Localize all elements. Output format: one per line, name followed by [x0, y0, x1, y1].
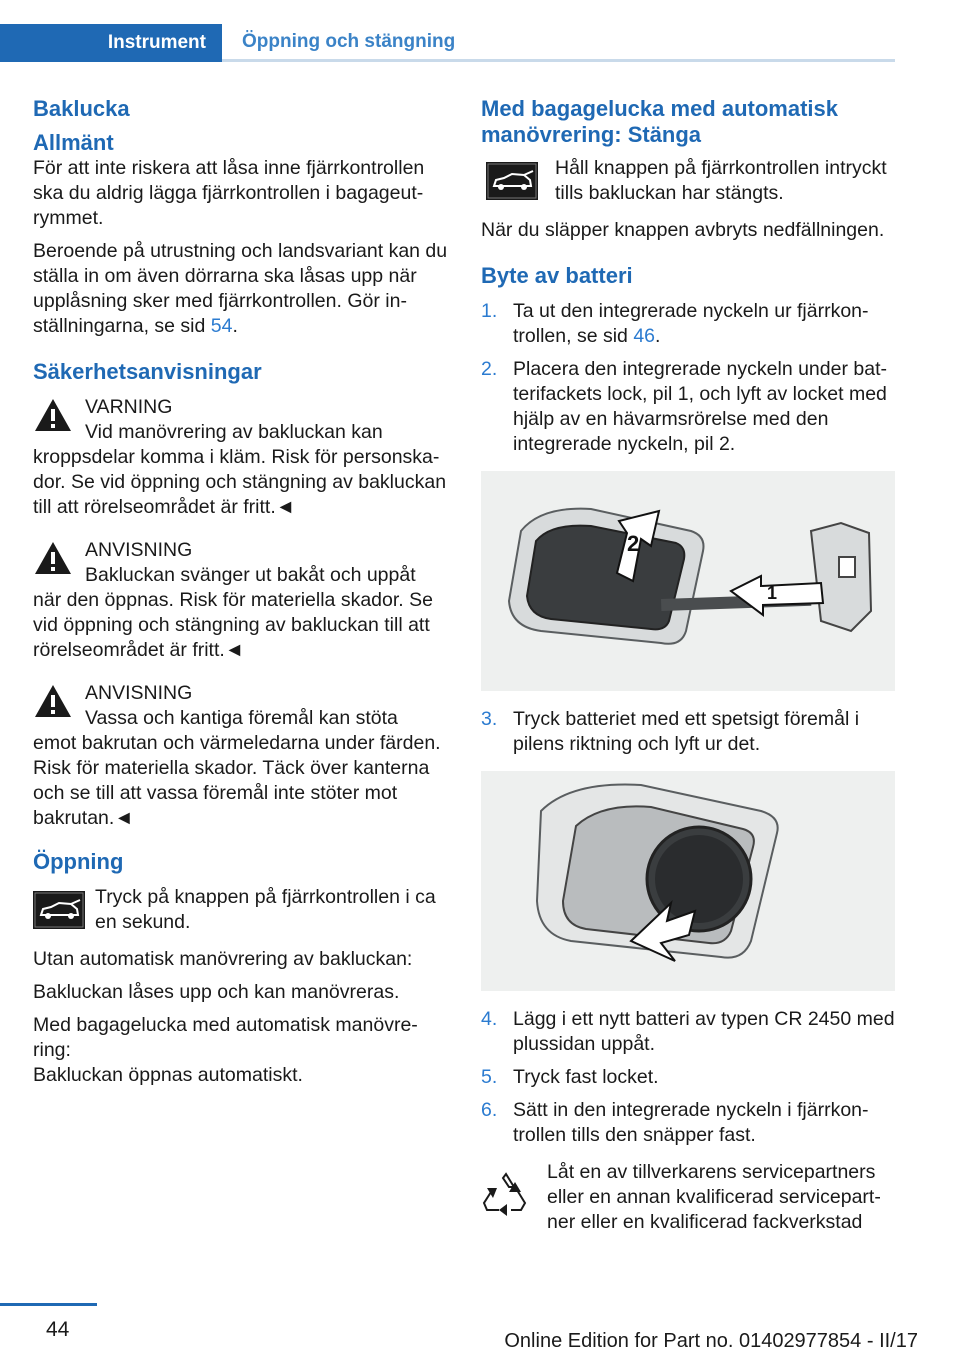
allmant-paragraph-2	[33, 239, 449, 339]
warning-triangle-icon	[33, 397, 73, 433]
heading-byte-av-batteri: Byte av batteri	[481, 263, 633, 288]
notice-first-line: Vassa och kantiga föremål kan stöta	[85, 707, 398, 729]
notice-title: ANVISNING	[85, 539, 193, 561]
tab-oppning-och-stangning[interactable]: Öppning och stängning	[222, 24, 895, 62]
list-item	[481, 357, 897, 457]
right-column	[481, 96, 897, 1235]
stanga-paragraph: När du släpper knappen avbryts nedfällningen.	[481, 219, 885, 241]
recycle-icon	[481, 1170, 531, 1216]
warning-block-1	[33, 395, 449, 520]
figure-battery-removal	[481, 771, 895, 991]
recycling-note	[481, 1160, 897, 1235]
list-item	[481, 1007, 897, 1057]
footer-divider	[0, 1303, 97, 1306]
step-text: Sätt in den integrerade nyckeln i fjärrkontrollen tills den snäpper fast.	[513, 1099, 869, 1146]
oppning-paragraph-1: Utan automatisk manövrering av bakluckan:	[33, 948, 413, 970]
notice-body: när den öppnas. Risk för materiella skador. Se vid öppning och stängning av bakluckan till att rörelseområdet är fritt.◄	[33, 589, 433, 661]
left-column	[33, 96, 449, 1096]
oppning-paragraph-2: Bakluckan låses upp och kan manövreras.	[33, 981, 400, 1003]
step-text: Lägg i ett nytt batteri av typen CR 2450 med plussidan uppåt.	[513, 1008, 895, 1055]
list-item	[481, 1065, 897, 1090]
arrow-label: 2	[627, 531, 640, 556]
stanga-icon-row	[481, 156, 897, 208]
allmant-p2-text: Beroende på utrustning och landsvariant kan du ställa in om även dörrarna ska låsas upp när upplåsning sker med fjärrkontrollen. Gör inställningarna, se sid	[33, 240, 448, 337]
battery-steps-list-2	[481, 707, 897, 757]
warning-triangle-icon	[33, 540, 73, 576]
list-item	[481, 299, 897, 349]
battery-steps-list	[481, 299, 897, 457]
step-number: 4.	[481, 1008, 498, 1030]
trunk-button-icon	[481, 162, 543, 200]
warning-title: VARNING	[85, 396, 173, 418]
heading-stanga: Med bagagelucka med automatisk manövrering: Stänga	[481, 96, 838, 147]
allmant-p2-end: .	[232, 315, 238, 337]
recycling-text: Låt en av tillverkarens servicepartners eller en annan kvalificerad servicepartner eller en kvalificerad fackverkstad	[547, 1161, 881, 1233]
page-link-46[interactable]: 46	[633, 325, 656, 347]
step-number: 2.	[481, 358, 498, 380]
stanga-icon-text: Håll knappen på fjärrkontrollen intryckt tills bakluckan har stängts.	[555, 157, 887, 204]
step-text: Tryck batteriet med ett spetsigt föremål i pilens riktning och lyft ur det.	[513, 708, 860, 755]
notice-block-2	[33, 681, 449, 831]
heading-oppning: Öppning	[33, 849, 124, 874]
remote-key-illustration	[481, 471, 895, 691]
figure-key-removal	[481, 471, 895, 691]
notice-title: ANVISNING	[85, 682, 193, 704]
tab-instrument[interactable]: Instrument	[0, 24, 222, 62]
step-number: 6.	[481, 1099, 498, 1121]
header-bar	[0, 0, 895, 62]
notice-block-1	[33, 538, 449, 663]
trunk-button-icon	[33, 891, 85, 929]
edition-text: Online Edition for Part no. 01402977854 - II/17	[504, 1330, 918, 1352]
step-number: 1.	[481, 300, 498, 322]
arrow-label: 1	[767, 583, 778, 603]
notice-first-line: Bakluckan svänger ut bakåt och uppåt	[85, 564, 416, 586]
battery-illustration	[481, 771, 895, 991]
step-text-end: .	[655, 325, 661, 347]
battery-steps-list-3	[481, 1007, 897, 1148]
step-text: Tryck fast locket.	[513, 1066, 659, 1088]
oppning-paragraph-4: Bakluckan öppnas automatiskt.	[33, 1064, 303, 1086]
step-text: Placera den integrerade nyckeln under batterifackets lock, pil 1, och lyft av locket med hjälp av en hävarmsrörelse med den integrerade nyckeln, pil 2.	[513, 358, 887, 455]
warning-body: kroppsdelar komma i kläm. Risk för personskador. Se vid öppning och stängning av bakluckan till att rörelseområdet är fritt.◄	[33, 446, 447, 518]
step-text: Ta ut den integrerade nyckeln ur fjärrkontrollen, se sid	[513, 300, 869, 347]
step-number: 5.	[481, 1066, 498, 1088]
heading-allmant: Allmänt	[33, 130, 114, 155]
list-item	[481, 1098, 897, 1148]
oppning-paragraph-3: Med bagagelucka med automatisk manövrering:	[33, 1014, 418, 1061]
page-link-54[interactable]: 54	[210, 315, 233, 337]
warning-first-line: Vid manövrering av bakluckan kan	[85, 421, 383, 443]
step-number: 3.	[481, 708, 498, 730]
list-item	[481, 707, 897, 757]
notice-body: emot bakrutan och värmeledarna under färden. Risk för materiella skador. Täck över kanterna och se till att vassa föremål inte stöter mot bakrutan.◄	[33, 732, 441, 829]
oppning-icon-text: Tryck på knappen på fjärrkontrollen i ca en sekund.	[95, 886, 436, 933]
page-number: 44	[46, 1318, 70, 1341]
warning-triangle-icon	[33, 683, 73, 719]
section-title-baklucka: Baklucka	[33, 96, 130, 121]
allmant-paragraph-1: För att inte riskera att låsa inne fjärrkontrollen ska du aldrig lägga fjärrkontrollen i bagageutrymmet.	[33, 157, 425, 229]
heading-sakerhetsanvisningar: Säkerhetsanvisningar	[33, 359, 262, 384]
oppning-icon-row	[33, 885, 449, 937]
